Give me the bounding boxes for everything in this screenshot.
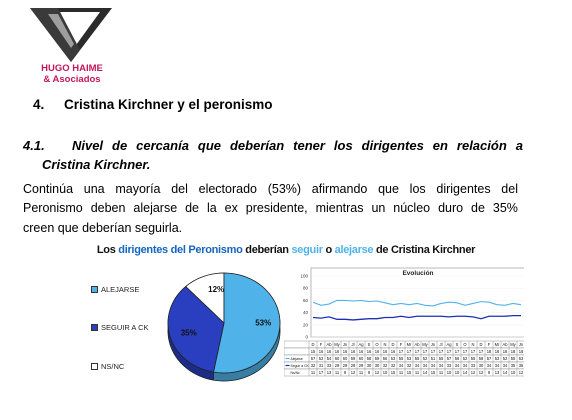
evo-table-cell: 11: [414, 370, 420, 376]
legend-swatch: [91, 363, 98, 370]
evo-table-cell: 34: [430, 363, 436, 369]
body-word: 35%: [492, 201, 518, 216]
evo-table-cell: 14: [502, 370, 508, 376]
evo-table-cell: 34: [486, 363, 492, 369]
body-paragraph: [23, 180, 518, 238]
evo-table-cell: 56: [382, 356, 388, 362]
chart-title-part: dirigentes del Peronismo: [118, 244, 243, 256]
evo-table-cell: 18: [502, 349, 508, 355]
section-title: Cristina Kirchner y el peronismo: [64, 97, 273, 112]
evo-table-cell: My: [422, 342, 428, 348]
evo-table-cell: 53: [518, 356, 524, 362]
evo-table-cell: 11: [310, 370, 316, 376]
evo-table-cell: 12: [478, 370, 484, 376]
legend-item-nsnc: [91, 361, 124, 371]
evo-table-cell: 34: [414, 363, 420, 369]
evo-table-cell: 17: [318, 370, 324, 376]
evo-table-cell: D: [311, 342, 315, 348]
chart-title-part: alejarse: [334, 244, 374, 256]
evo-table-cell: 54: [326, 356, 332, 362]
pie-value-label: 12%: [208, 285, 225, 294]
chart-title-part: o: [322, 244, 335, 256]
body-word: de: [185, 201, 200, 216]
evo-table-cell: 17: [478, 349, 484, 355]
legend-label: ALEJARSE: [101, 284, 140, 294]
evo-table-cell: 34: [494, 363, 500, 369]
evo-ytick: 80: [302, 285, 308, 291]
body-word: de: [471, 201, 485, 216]
evo-table-cell: 33: [446, 363, 452, 369]
subsection-word: tener: [293, 138, 325, 153]
body-word: electorado: [198, 182, 257, 196]
evo-table-cell: 17: [398, 349, 404, 355]
pie-chart: [162, 268, 286, 386]
evo-table-cell: 53: [406, 356, 412, 362]
evo-table-cell: 17: [454, 349, 460, 355]
evo-ytick: 0: [305, 334, 308, 340]
chart-title-part: de Cristina Kirchner: [373, 244, 476, 256]
legend-label: NS/NC: [101, 361, 125, 371]
evo-table-cell: 53: [390, 356, 396, 362]
evo-table-cell: 18: [486, 349, 492, 355]
evo-table-cell: 34: [422, 363, 428, 369]
evo-table-cell: 16: [350, 349, 356, 355]
evo-table-cell: Mr: [406, 342, 412, 348]
evo-table-cell: 16: [342, 349, 348, 355]
evo-table-cell: 59: [350, 356, 356, 362]
evo-table-cell: 17: [414, 349, 420, 355]
evo-table-cell: 11: [358, 370, 364, 376]
evo-table-cell: 32: [390, 363, 396, 369]
evo-table-cell: 55: [470, 356, 476, 362]
chart-title: [0, 244, 572, 256]
evo-table-cell: Ag: [446, 342, 452, 348]
evo-table-cell: 52: [422, 356, 428, 362]
evo-table-cell: Jl: [439, 342, 443, 348]
pie-value-label: 35%: [180, 328, 197, 338]
evo-table-cell: 11: [398, 370, 404, 376]
evo-table-cell: 11: [334, 370, 340, 376]
evo-table-cell: 57: [446, 356, 452, 362]
evo-table-cell: 16: [390, 349, 396, 355]
evo-table-cell: Jn: [342, 342, 348, 348]
evo-table-cell: 60: [342, 356, 348, 362]
subsection-word: deberían: [229, 138, 285, 153]
subsection-number: 4.1.: [23, 138, 45, 153]
evo-table-cell: F: [399, 342, 403, 348]
pie-value-label: 53%: [255, 318, 272, 328]
body-word: que: [378, 182, 399, 196]
body-word: deben: [90, 201, 126, 216]
evolution-chart: [284, 264, 524, 400]
evo-ytick: 100: [300, 273, 308, 279]
evo-table-cell: Ag: [358, 342, 364, 348]
evo-table-cell: 29: [342, 363, 348, 369]
evo-table-cell: 33: [470, 363, 476, 369]
body-word: un: [371, 201, 386, 216]
evo-ytick: 40: [302, 310, 308, 316]
evo-table-cell: O: [463, 342, 467, 348]
evo-ytick: 20: [302, 322, 308, 328]
subsection-word: de: [112, 138, 128, 153]
subsection-word: a: [515, 138, 523, 153]
evo-table-cell: 15: [430, 370, 436, 376]
evo-table-cell: 31: [318, 363, 324, 369]
evo-table-cell: 17: [462, 349, 468, 355]
evo-table-cell: 10: [510, 370, 516, 376]
evo-table-cell: 52: [462, 356, 468, 362]
evo-table-cell: 60: [334, 356, 340, 362]
evo-table-cell: 12: [470, 370, 476, 376]
evo-table-cell: 53: [494, 356, 500, 362]
evo-table-cell: 28: [350, 363, 356, 369]
body-word: dirigentes: [436, 182, 491, 196]
evo-table-cell: 30: [478, 363, 484, 369]
body-word: del: [171, 182, 188, 196]
evo-table-cell: 13: [494, 370, 500, 376]
body-line3: creen que deberían seguirla.: [23, 220, 183, 235]
evo-table-cell: 55: [414, 356, 420, 362]
evo-table-cell: 35: [518, 363, 524, 369]
evo-table-cell: 15: [310, 349, 316, 355]
evo-table-cell: 51: [430, 356, 436, 362]
legend-swatch: [91, 286, 98, 293]
evo-table-cell: 34: [454, 363, 460, 369]
evo-title: Evolución: [402, 270, 434, 277]
evo-table-cell: 10: [454, 370, 460, 376]
evo-table-cell: Ab: [326, 342, 332, 348]
evo-table-cell: 34: [398, 363, 404, 369]
evo-ytick: 60: [302, 297, 308, 303]
evo-table-cell: 32: [310, 363, 316, 369]
evo-table-cell: 57: [310, 356, 316, 362]
body-word: afirmando: [311, 182, 368, 196]
evo-table-cell: 29: [334, 363, 340, 369]
evo-table-cell: 10: [382, 370, 388, 376]
evo-table-cell: 16: [358, 349, 364, 355]
body-word: alejarse: [133, 201, 178, 216]
evo-frame: [311, 268, 524, 337]
evo-table-cell: 17: [446, 349, 452, 355]
body-word: (53%): [267, 182, 302, 196]
chart-title-part: seguir: [291, 244, 323, 256]
evo-table-cell: 30: [374, 363, 380, 369]
evo-row-label: Seguir a CK: [290, 364, 309, 368]
subsection-word: relación: [456, 138, 507, 153]
subsection-word: dirigentes: [361, 138, 424, 153]
body-word: mientras: [315, 201, 364, 216]
chart-title-part: Los: [96, 244, 119, 256]
body-word: Peronismo: [23, 201, 83, 216]
legend-label: SEGUIR A CK: [101, 322, 149, 332]
evo-table-cell: 16: [382, 349, 388, 355]
evo-table-cell: 56: [454, 356, 460, 362]
evo-table-cell: 13: [326, 370, 332, 376]
evo-table-cell: 12: [350, 370, 356, 376]
evo-table-cell: 15: [406, 370, 412, 376]
evo-table-cell: 16: [366, 349, 372, 355]
evo-table-cell: D: [479, 342, 483, 348]
body-line1: [23, 180, 518, 199]
subsection-heading: [23, 136, 523, 174]
subsection-word: cercanía: [136, 138, 189, 153]
subsection-line2: Cristina Kirchner.: [42, 157, 151, 172]
body-word: ex: [224, 201, 238, 216]
evo-table-cell: Ab: [414, 342, 420, 348]
logo-text-line1: HUGO HAIME: [41, 63, 103, 74]
evo-table-cell: 9: [367, 370, 371, 376]
evo-table-cell: 55: [510, 356, 516, 362]
body-word: mayoría: [115, 182, 161, 196]
chart-title-part: deberían: [242, 244, 292, 256]
subsection-word: que: [197, 138, 222, 153]
evo-table-cell: N: [383, 342, 387, 348]
legend-item-alejarse: [91, 284, 139, 294]
evo-table-cell: Ab: [502, 342, 508, 348]
evo-table-cell: 18: [518, 349, 524, 355]
subsection-line1: [23, 136, 523, 155]
evo-table-cell: 29: [358, 363, 364, 369]
evo-table-cell: F: [319, 342, 323, 348]
evo-table-cell: Jl: [351, 342, 355, 348]
evo-table-cell: 11: [438, 370, 444, 376]
evo-table-cell: 32: [382, 363, 388, 369]
evo-table-cell: 57: [486, 356, 492, 362]
evo-table-cell: 15: [390, 370, 396, 376]
logo-text-line2: & Asociados: [43, 74, 101, 85]
subsection-word: en: [432, 138, 448, 153]
body-word: una: [83, 182, 105, 196]
evo-table-cell: 35: [510, 363, 516, 369]
body-word: núcleo: [393, 201, 431, 216]
body-word: la: [206, 201, 217, 216]
evo-table-cell: 55: [398, 356, 404, 362]
evo-table-cell: 18: [494, 349, 500, 355]
evo-table-cell: 34: [438, 363, 444, 369]
evo-table-cell: 58: [366, 356, 372, 362]
evo-table-cell: 52: [502, 356, 508, 362]
evo-table-cell: Jn: [430, 342, 436, 348]
evo-table-cell: 17: [422, 349, 428, 355]
evo-table-cell: 16: [334, 349, 340, 355]
evo-table-cell: 10: [446, 370, 452, 376]
body-word: duro: [438, 201, 464, 216]
evo-table-cell: My: [510, 342, 516, 348]
evo-table-cell: N: [471, 342, 475, 348]
evo-table-cell: My: [334, 342, 340, 348]
evo-table-cell: Jn: [518, 342, 524, 348]
evo-table-cell: 12: [374, 370, 380, 376]
body-word: Continúa: [23, 182, 74, 196]
evo-table-cell: 12: [518, 370, 524, 376]
subsection-word: los: [333, 138, 353, 153]
evo-table-cell: F: [487, 342, 491, 348]
evo-table-cell: O: [375, 342, 379, 348]
section-number: 4.: [33, 97, 45, 112]
evo-table-cell: S: [367, 342, 371, 348]
company-logo: [22, 6, 122, 86]
evo-table-cell: 34: [502, 363, 508, 369]
evo-table-cell: 17: [430, 349, 436, 355]
evo-table-cell: 52: [318, 356, 324, 362]
evo-table-cell: 14: [462, 370, 468, 376]
evo-table-cell: 59: [374, 356, 380, 362]
evo-table-cell: 16: [326, 349, 332, 355]
body-line2: [23, 199, 518, 218]
body-word: presidente,: [245, 201, 308, 216]
evo-table-cell: 14: [422, 370, 428, 376]
evo-table-cell: Mr: [494, 342, 500, 348]
evo-table-cell: D: [391, 342, 395, 348]
evo-table-cell: 58: [478, 356, 484, 362]
evo-table-cell: 17: [438, 349, 444, 355]
evo-table-cell: S: [455, 342, 459, 348]
evo-table-cell: 34: [462, 363, 468, 369]
evo-row-label: Ns/Nc: [290, 371, 300, 375]
evo-table-cell: 16: [374, 349, 380, 355]
evo-table-cell: 17: [470, 349, 476, 355]
subsection-word: Nivel: [71, 138, 104, 153]
evo-row-label: Alejarse: [290, 357, 303, 361]
logo-triangle-icon: [28, 6, 114, 64]
evo-table-cell: 30: [366, 363, 372, 369]
evo-table-cell: 16: [318, 349, 324, 355]
legend-swatch: [91, 324, 98, 331]
body-word: del: [501, 182, 518, 196]
evo-table-cell: 60: [358, 356, 364, 362]
evo-table-cell: 9: [487, 370, 491, 376]
legend-item-seguir: [91, 322, 149, 332]
evo-table-cell: 33: [326, 363, 332, 369]
body-word: los: [409, 182, 426, 196]
evo-table-cell: 9: [343, 370, 347, 376]
evo-table-cell: 55: [438, 356, 444, 362]
evo-table-cell: 18: [510, 349, 516, 355]
evo-table-cell: 17: [406, 349, 412, 355]
evo-table-cell: 32: [406, 363, 412, 369]
